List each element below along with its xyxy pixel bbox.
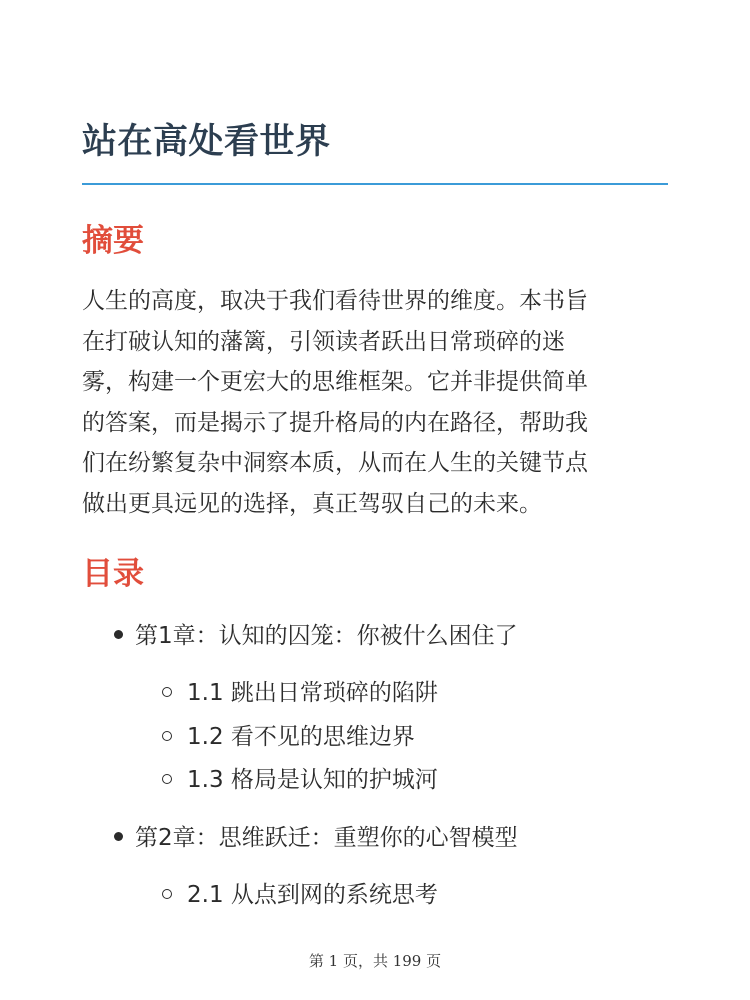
toc-section-item (162, 879, 438, 911)
toc-section-label: 1.2 看不见的思维边界 (187, 724, 415, 750)
title-divider (82, 183, 668, 185)
toc-chapter-item (114, 620, 518, 652)
toc-section-item (162, 677, 438, 709)
abstract-paragraph (82, 281, 672, 524)
abstract-heading: 摘要 (82, 223, 144, 259)
page-number-footer: 第 1 页，共 199 页 (308, 952, 442, 970)
toc-chapter-label: 第2章：思维跃迁：重塑你的心智模型 (135, 825, 518, 851)
abstract-line: 在打破认知的藩篱，引领读者跃出日常琐碎的迷 (82, 328, 565, 355)
toc-section-item (162, 721, 415, 753)
toc-heading: 目录 (82, 556, 144, 592)
abstract-line: 做出更具远见的选择，真正驾驭自己的未来。 (82, 490, 542, 517)
abstract-line: 的答案，而是揭示了提升格局的内在路径，帮助我 (82, 409, 588, 436)
toc-chapter-label: 第1章：认知的囚笼：你被什么困住了 (135, 623, 518, 649)
abstract-line: 们在纷繁复杂中洞察本质，从而在人生的关键节点 (82, 450, 588, 476)
bullet-icon (114, 832, 123, 841)
toc-section-label: 1.1 跳出日常琐碎的陷阱 (187, 680, 438, 706)
circle-bullet-icon (162, 774, 172, 784)
circle-bullet-icon (162, 731, 172, 741)
toc-section-label: 2.1 从点到网的系统思考 (187, 882, 438, 908)
toc-section-item (162, 764, 438, 796)
toc-chapter-item (114, 822, 518, 854)
circle-bullet-icon (162, 687, 172, 697)
abstract-line: 人生的高度，取决于我们看待世界的维度。本书旨 (82, 288, 588, 314)
bullet-icon (114, 630, 123, 639)
circle-bullet-icon (162, 889, 172, 899)
document-title: 站在高处看世界 (82, 122, 331, 162)
abstract-line: 雾，构建一个更宏大的思维框架。它并非提供简单 (82, 369, 588, 395)
toc-section-label: 1.3 格局是认知的护城河 (187, 767, 438, 793)
